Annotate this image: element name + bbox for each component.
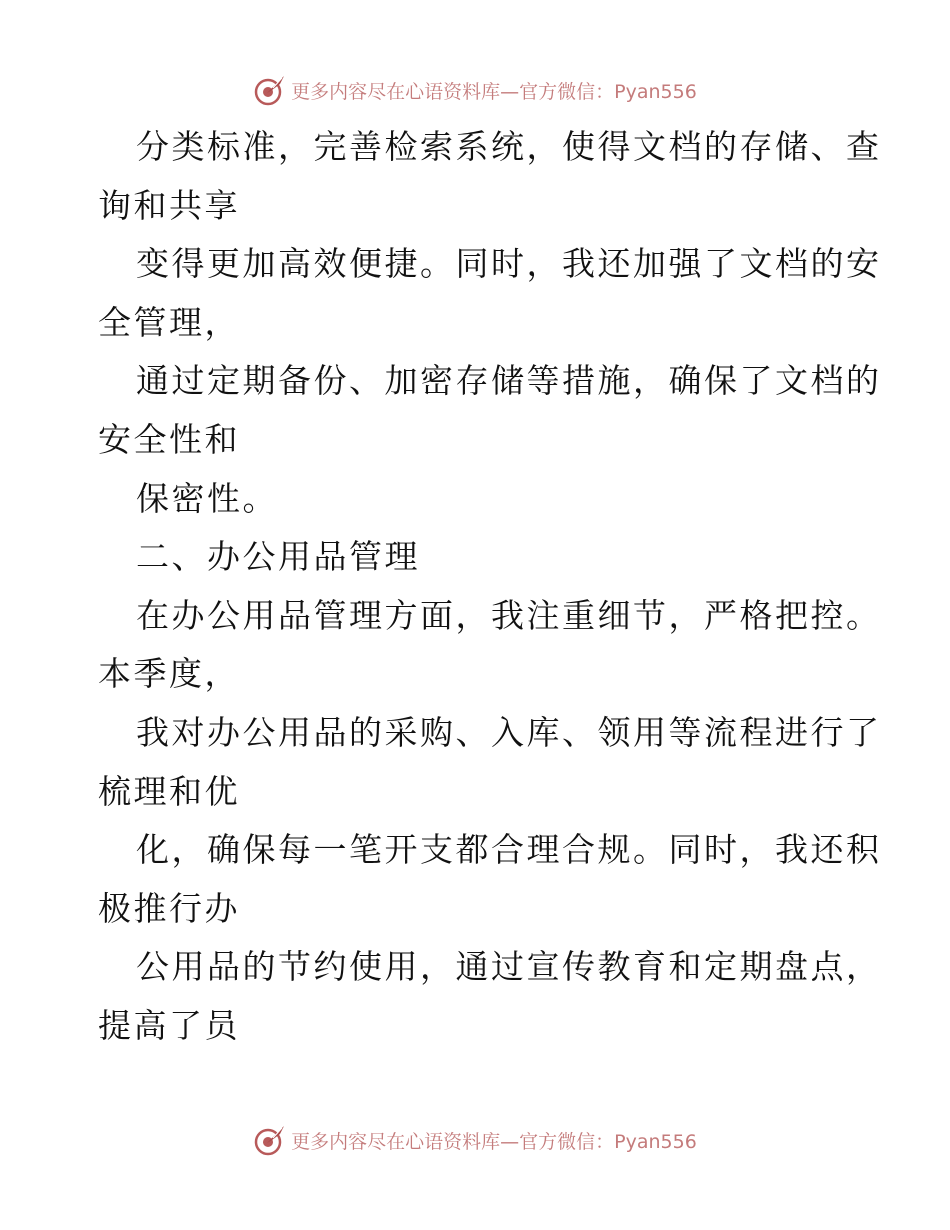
- body-line: 全管理，: [98, 302, 240, 342]
- body-line: 在办公用品管理方面，我注重细节，严格把控。: [136, 595, 882, 635]
- body-line: 化，确保每一笔开支都合理合规。同时，我还积: [136, 830, 882, 870]
- body-line: 极推行办: [98, 888, 240, 928]
- banner-text: 更多内容尽在心语资料库—官方微信：Pyan556: [291, 80, 697, 103]
- quill-logo-icon: [253, 73, 287, 107]
- body-line: 提高了员: [98, 1005, 240, 1045]
- body-line: 保密性。: [136, 478, 278, 518]
- body-line: 本季度，: [98, 654, 240, 694]
- body-line: 我对办公用品的采购、入库、领用等流程进行了: [136, 712, 882, 752]
- document-body: [98, 118, 882, 1056]
- footer-banner: [0, 1120, 950, 1160]
- body-line: 分类标准，完善检索系统，使得文档的存储、查: [136, 127, 882, 166]
- section-heading: 二、办公用品管理: [136, 537, 420, 577]
- banner-text: 更多内容尽在心语资料库—官方微信：Pyan556: [291, 1130, 697, 1153]
- body-line: 询和共享: [98, 185, 240, 225]
- body-line: 通过定期备份、加密存储等措施，确保了文档的: [136, 361, 882, 401]
- body-line: 变得更加高效便捷。同时，我还加强了文档的安: [136, 244, 882, 284]
- header-banner: [0, 70, 950, 110]
- body-line: 安全性和: [98, 419, 240, 459]
- body-line: 公用品的节约使用，通过宣传教育和定期盘点，: [136, 947, 882, 987]
- quill-logo-icon: [253, 1123, 287, 1157]
- body-line: 梳理和优: [98, 771, 240, 811]
